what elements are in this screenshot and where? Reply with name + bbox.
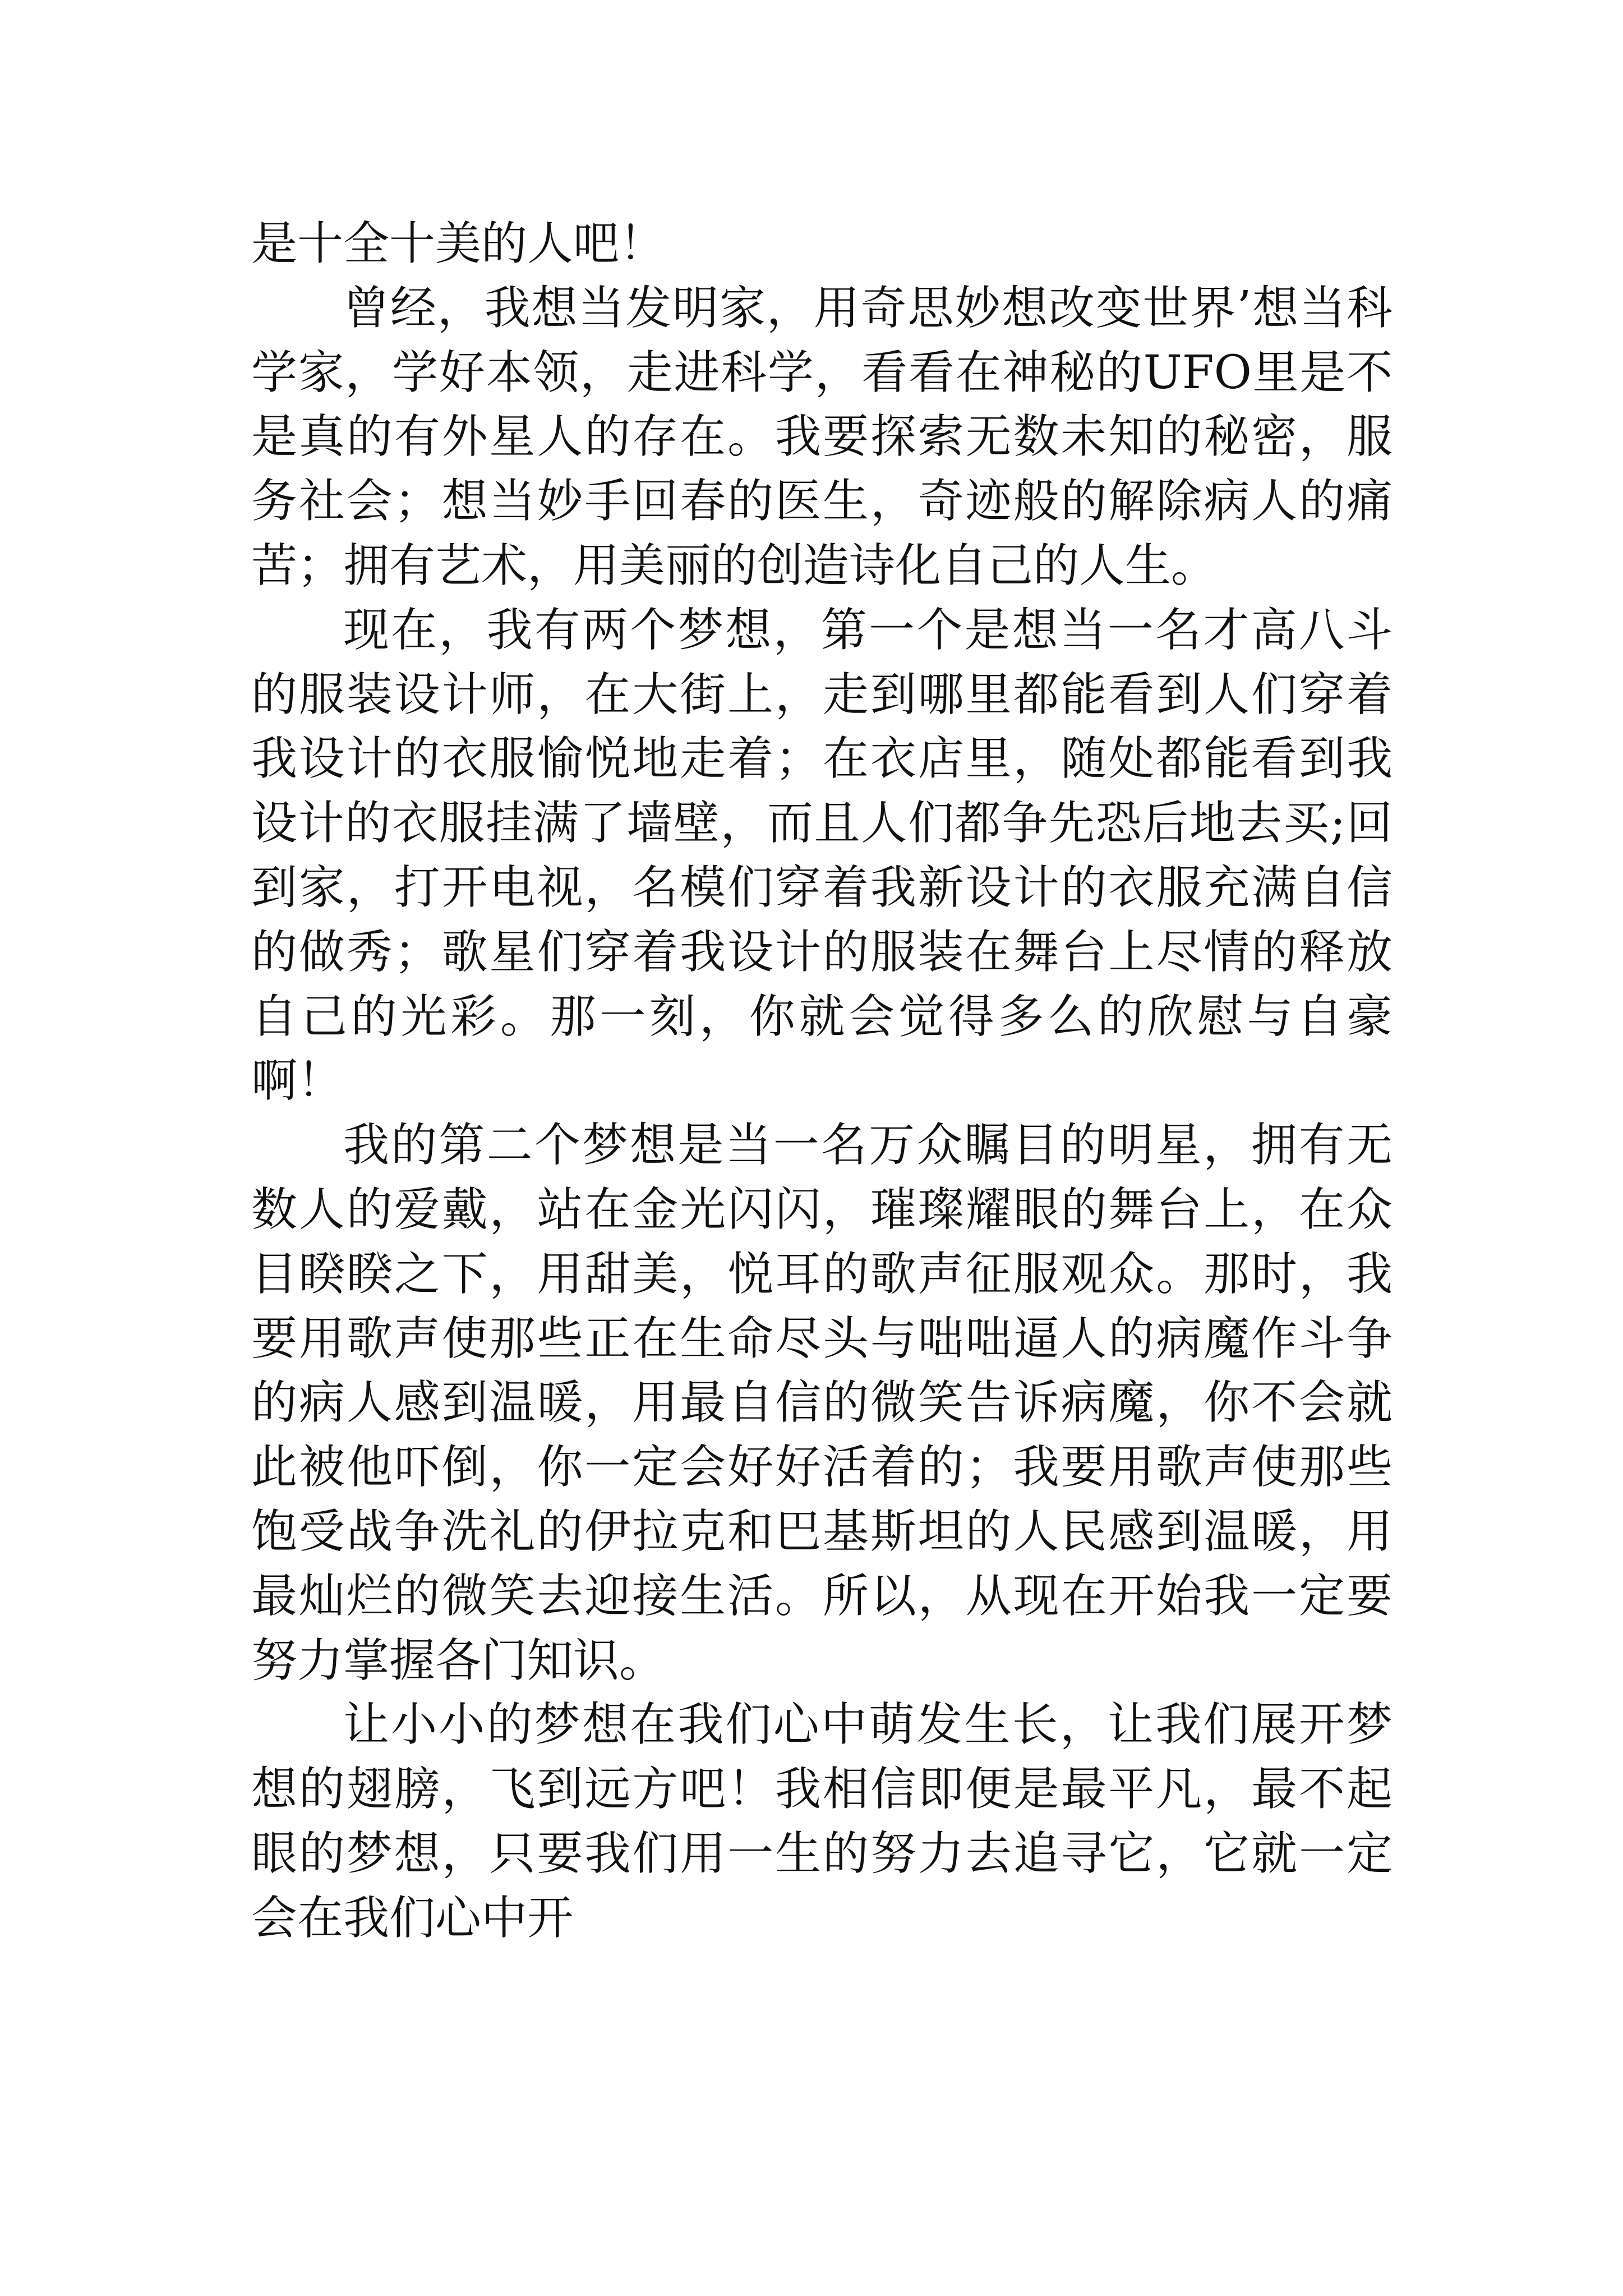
document-body xyxy=(251,212,1393,1951)
paragraph-conclusion: 让小小的梦想在我们心中萌发生长，让我们展开梦想的翅膀，飞到远方吧！我相信即便是最平凡，最不起眼的梦想，只要我们用一生的努力去追寻它，它就一定会在我们心中开 xyxy=(251,1698,1393,1945)
paragraph-designer-dream: 现在，我有两个梦想，第一个是想当一名才高八斗的服装设计师，在大街上，走到哪里都能看到人们穿着我设计的衣服愉悦地走着；在衣店里，随处都能看到我设计的衣服挂满了墙壁，而且人们都争先恐后地去买;回到家，打开电视，名模们穿着我新设计的衣服充满自信的做秀；歌星们穿着我设计的服装在舞台上尽情的释放自己的光彩。那一刻，你就会觉得多么的欣慰与自豪啊！ xyxy=(251,603,1393,1108)
paragraph-star-dream: 我的第二个梦想是当一名万众瞩目的明星，拥有无数人的爱戴，站在金光闪闪，璀璨耀眼的舞台上，在众目睽睽之下，用甜美，悦耳的歌声征服观众。那时，我要用歌声使那些正在生命尽头与咄咄逼人的病魔作斗争的病人感到温暖，用最自信的微笑告诉病魔，你不会就此被他吓倒，你一定会好好活着的；我要用歌声使那些饱受战争洗礼的伊拉克和巴基斯坦的人民感到温暖，用最灿烂的微笑去迎接生活。所以，从现在开始我一定要努力掌握各门知识。 xyxy=(251,1119,1393,1687)
paragraph-past-dreams: 曾经，我想当发明家，用奇思妙想改变世界’想当科学家，学好本领，走进科学，看看在神秘的UFO里是不是真的有外星人的存在。我要探索无数未知的秘密，服务社会；想当妙手回春的医生，奇迹般的解除病人的痛苦；拥有艺术，用美丽的创造诗化自己的人生。 xyxy=(251,281,1393,592)
paragraph-continuation: 是十全十美的人吧！ xyxy=(251,217,666,270)
